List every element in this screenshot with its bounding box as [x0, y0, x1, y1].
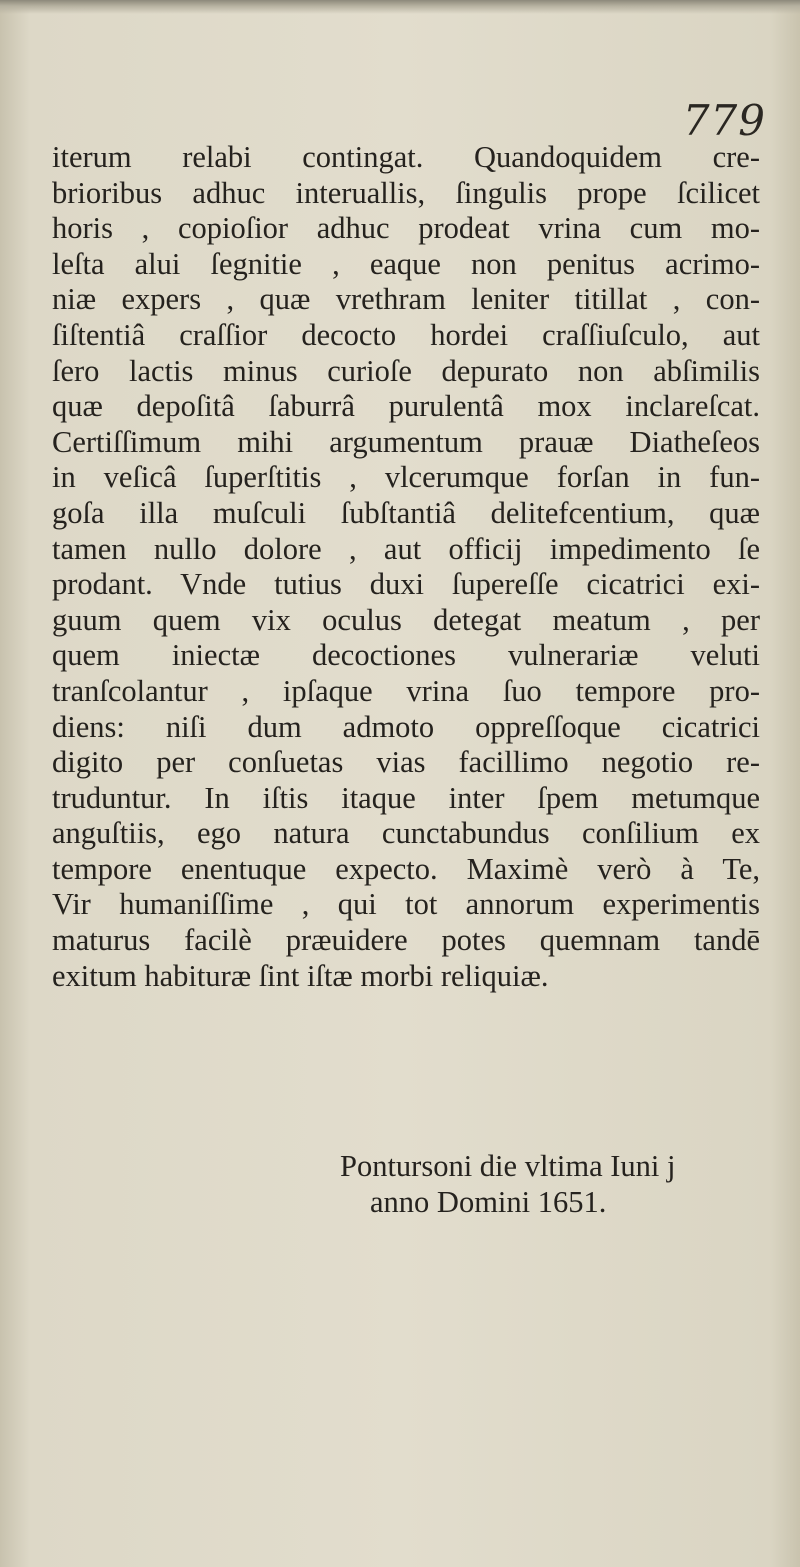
page-top-edge — [0, 0, 800, 14]
text-line: diens: niſi dum admoto oppreſſoque cicatrici — [52, 709, 760, 744]
text-line: prodant. Vnde tutius duxi ſupereſſe cicatrici exi- — [52, 567, 760, 602]
text-line: quæ depoſitâ ſaburrâ purulentâ mox inclareſcat. — [52, 389, 760, 424]
text-line: maturus facilè præuidere potes quemnam tandē — [52, 923, 760, 958]
text-line: exitum habituræ ſint iſtæ morbi reliquiæ. — [52, 958, 549, 993]
text-line: iterum relabi contingat. Quandoquidem cre- — [52, 140, 760, 174]
text-line: goſa illa muſculi ſubſtantiâ delitefcentium, quæ — [52, 495, 760, 530]
text-line: tamen nullo dolore , aut officij impedimento ſe — [52, 531, 760, 566]
signature-date: anno Domini 1651. — [370, 1185, 607, 1219]
text-line: Vir humaniſſime , qui tot annorum experimentis — [52, 887, 760, 922]
text-line: quem iniectæ decoctiones vulnerariæ veluti — [52, 638, 760, 673]
page-number: 779 — [682, 96, 766, 145]
signature-place: Pontursoni die vltima Iuni j — [340, 1149, 676, 1183]
text-line: brioribus adhuc interuallis, ſingulis prope ſcilicet — [52, 175, 760, 210]
text-line: guum quem vix oculus detegat meatum , per — [52, 602, 760, 637]
text-line: digito per conſuetas vias facillimo negotio re- — [52, 745, 760, 780]
body-paragraph — [52, 140, 760, 994]
text-line: anguſtiis, ego natura cunctabundus conſilium ex — [52, 816, 760, 851]
text-line: Certiſſimum mihi argumentum prauæ Diatheſeos — [52, 424, 760, 459]
signature-block — [340, 1148, 770, 1220]
text-line: niæ expers , quæ vrethram leniter titillat , con- — [52, 282, 760, 317]
text-line: tempore enentuque expecto. Maximè verò à Te, — [52, 851, 760, 886]
text-line: leſta alui ſegnitie , eaque non penitus acrimo- — [52, 246, 760, 281]
text-line: ſero lactis minus curioſe depurato non abſimilis — [52, 353, 760, 388]
text-line: horis , copioſior adhuc prodeat vrina cum mo- — [52, 211, 760, 246]
text-line: ſiſtentiâ craſſior decocto hordei craſſiuſculo, aut — [52, 317, 760, 352]
text-line: tranſcolantur , ipſaque vrina ſuo tempore pro- — [52, 673, 760, 708]
text-line: truduntur. In iſtis itaque inter ſpem metumque — [52, 780, 760, 815]
text-line: in veſicâ ſuperſtitis , vlcerumque forſan in fun- — [52, 460, 760, 495]
